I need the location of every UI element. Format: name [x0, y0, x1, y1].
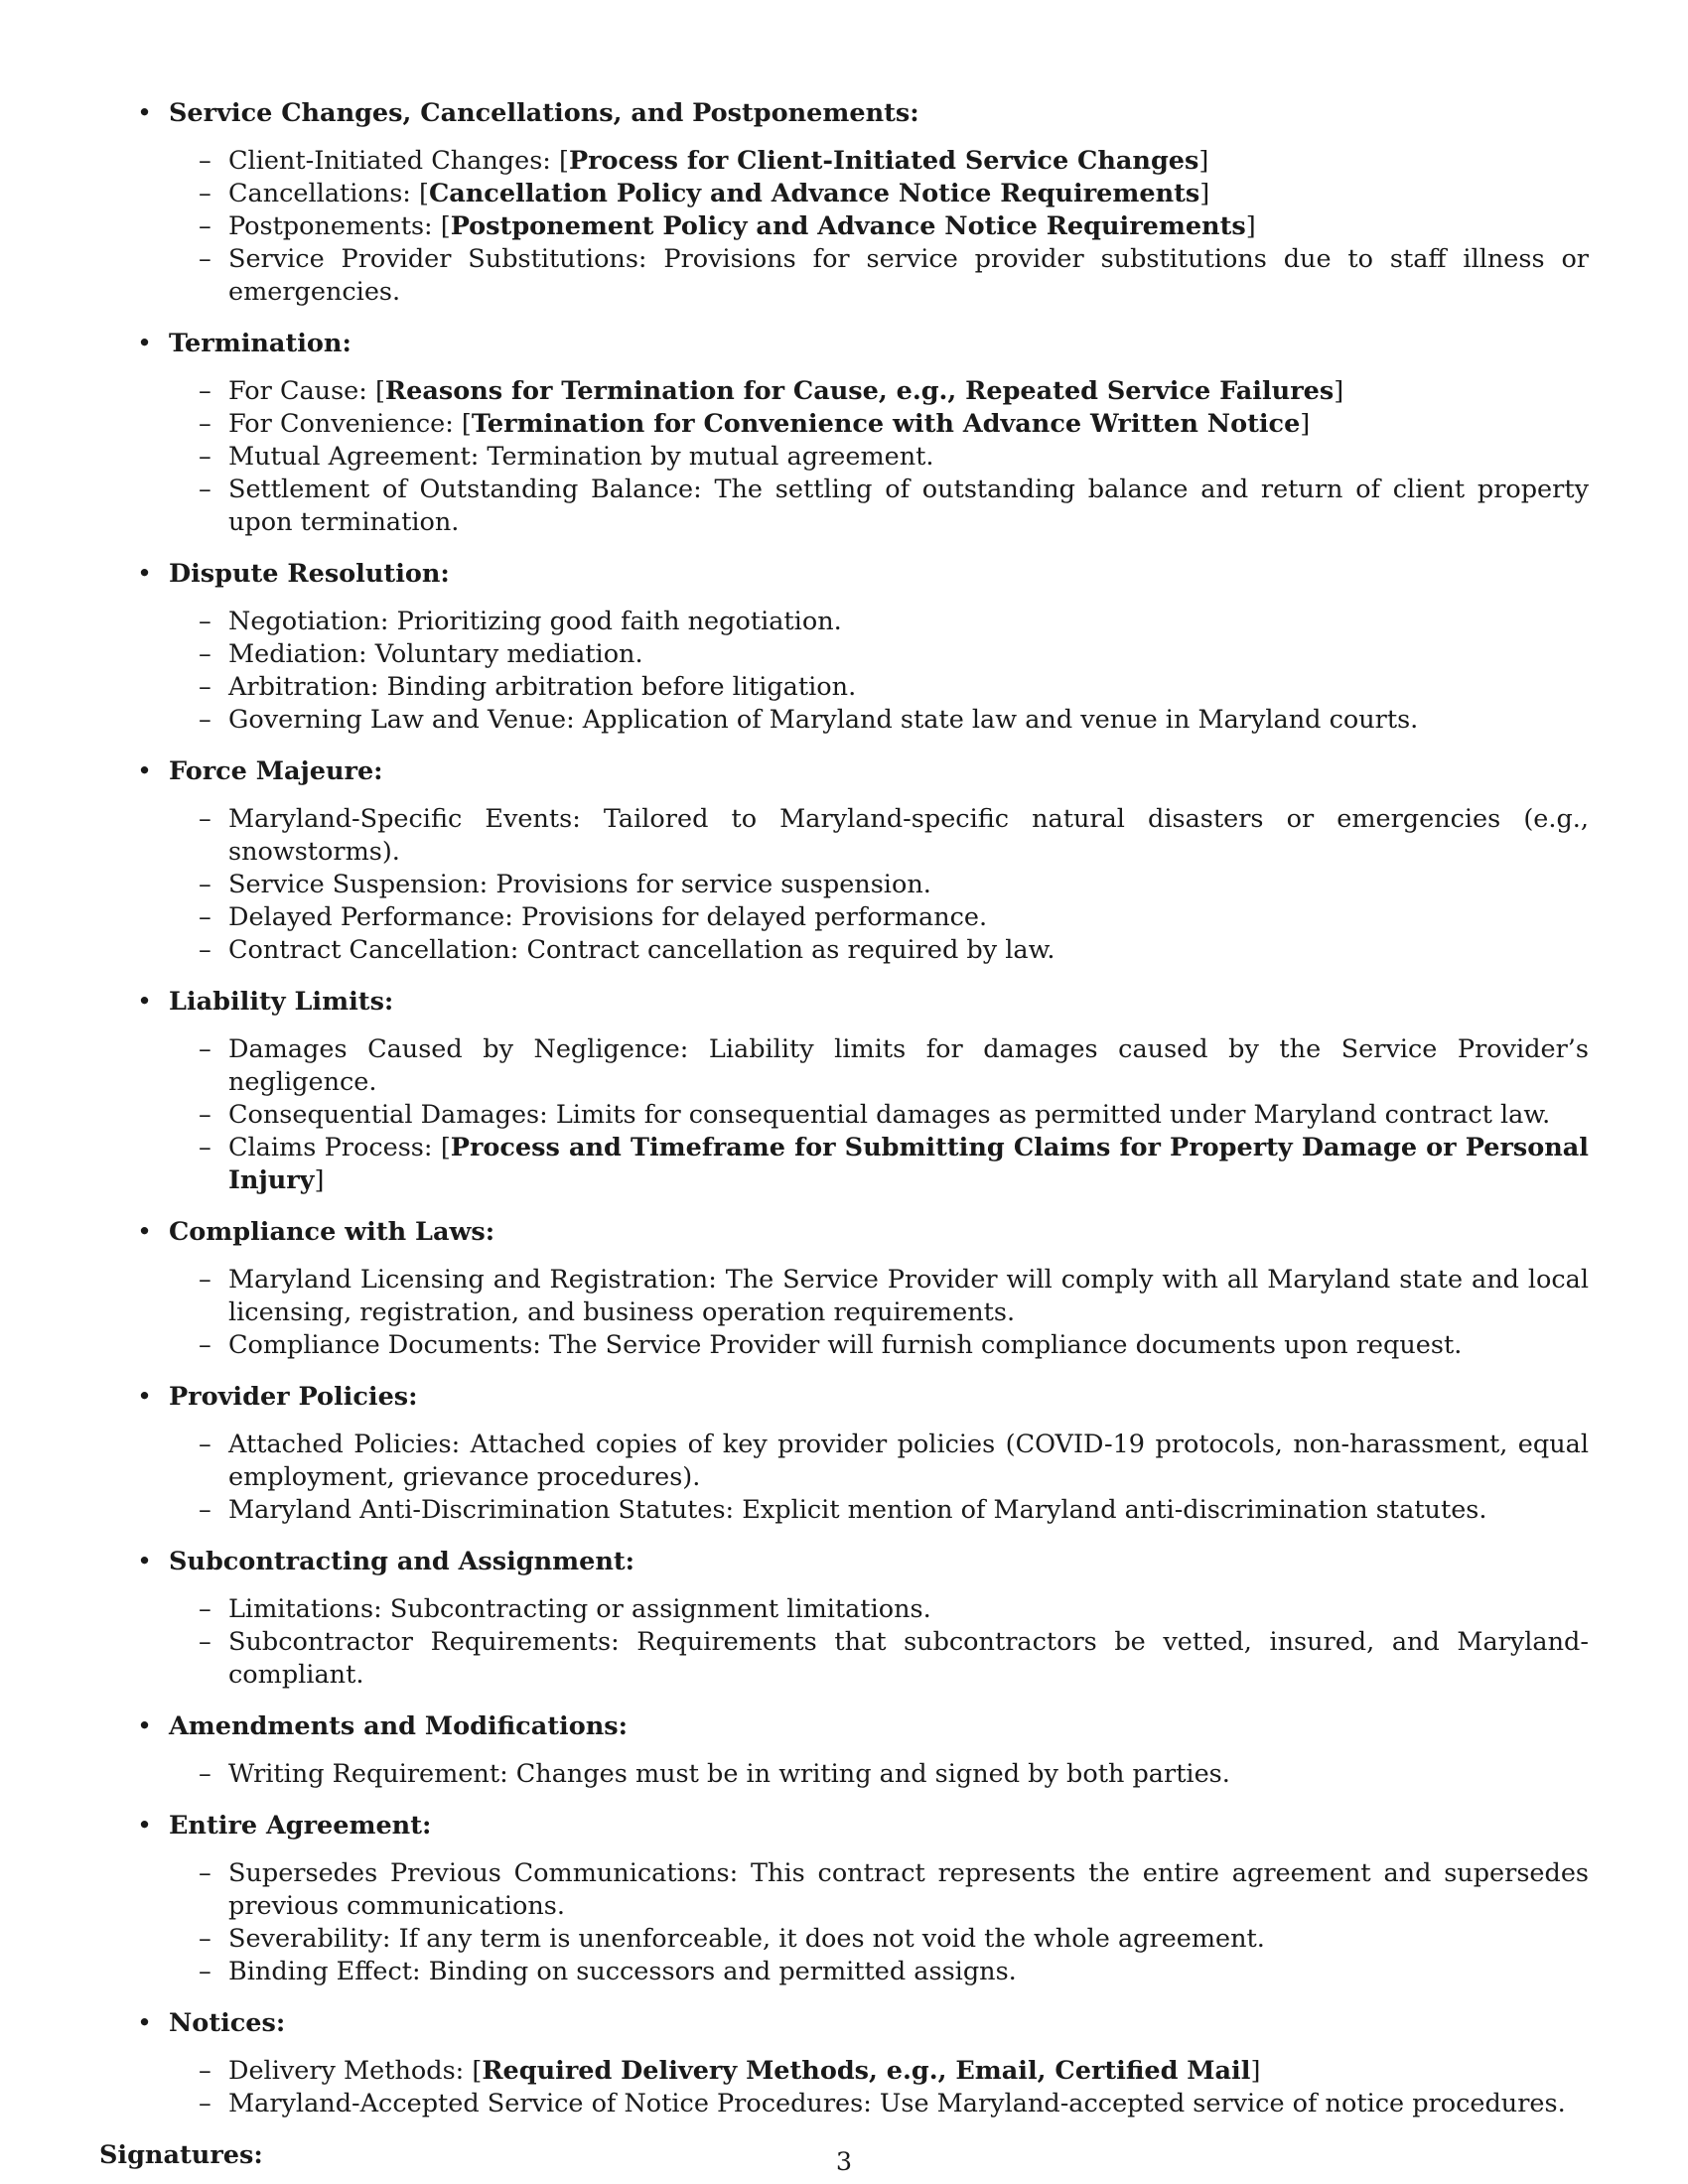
- item-text: Provisions for service suspension.: [495, 870, 931, 899]
- list-item: [199, 638, 1589, 671]
- contract-section: [99, 1216, 1589, 1362]
- section-heading: [99, 1710, 1589, 1743]
- item-label: Service Suspension:: [228, 870, 496, 899]
- dash-icon: –: [199, 409, 211, 439]
- item-text: Liability limits for damages caused by the Service Provider’s negligence.: [228, 1034, 1589, 1097]
- dash-icon: –: [199, 179, 211, 208]
- contract-section: [99, 2007, 1589, 2120]
- section-heading: [99, 755, 1589, 788]
- section-item-list: [99, 375, 1589, 539]
- item-text: If any term is unenforceable, it does not void the whole agreement.: [398, 1924, 1265, 1954]
- dash-icon: –: [199, 442, 211, 472]
- dash-icon: –: [199, 607, 211, 636]
- list-item: [199, 178, 1589, 210]
- item-label: Negotiation:: [228, 607, 397, 636]
- list-item: [199, 1494, 1589, 1527]
- dash-icon: –: [199, 1430, 211, 1459]
- dash-icon: –: [199, 935, 211, 965]
- placeholder-close-bracket: ]: [314, 1165, 325, 1195]
- section-item-list: [99, 803, 1589, 967]
- section-item-list: [99, 1857, 1589, 1988]
- list-item: [199, 606, 1589, 638]
- section-heading-text: Dispute Resolution:: [169, 559, 450, 589]
- placeholder-open-bracket: [: [461, 409, 472, 439]
- bullet-icon: •: [137, 1811, 153, 1841]
- section-heading: [99, 97, 1589, 130]
- item-label: Settlement of Outstanding Balance:: [228, 475, 715, 504]
- list-item: [199, 1956, 1589, 1988]
- item-text: Binding on successors and permitted assigns.: [428, 1957, 1017, 1986]
- dash-icon: –: [199, 475, 211, 504]
- section-heading: [99, 1216, 1589, 1249]
- placeholder-close-bracket: ]: [1199, 179, 1210, 208]
- section-heading-text: Provider Policies:: [169, 1382, 418, 1412]
- list-item: [199, 145, 1589, 178]
- item-label: For Cause:: [228, 376, 375, 406]
- item-label: Subcontractor Requirements:: [228, 1627, 637, 1657]
- item-label: Postponements:: [228, 211, 441, 241]
- dash-icon: –: [199, 1034, 211, 1064]
- item-label: Maryland Anti-Discrimination Statutes:: [228, 1495, 743, 1525]
- dash-icon: –: [199, 705, 211, 735]
- section-heading-text: Liability Limits:: [169, 987, 394, 1017]
- dash-icon: –: [199, 146, 211, 176]
- item-label: Mutual Agreement:: [228, 442, 488, 472]
- section-item-list: [99, 145, 1589, 309]
- item-text: Provisions for delayed performance.: [520, 902, 988, 932]
- dash-icon: –: [199, 1924, 211, 1954]
- dash-icon: –: [199, 1495, 211, 1525]
- contract-section: [99, 328, 1589, 539]
- section-heading-text: Entire Agreement:: [169, 1811, 432, 1841]
- contract-section: [99, 755, 1589, 967]
- bullet-icon: •: [137, 1217, 153, 1247]
- section-item-list: [99, 1033, 1589, 1197]
- list-item: [199, 210, 1589, 243]
- item-label: Limitations:: [228, 1594, 390, 1624]
- item-label: Attached Policies:: [228, 1430, 471, 1459]
- item-label: Governing Law and Venue:: [228, 705, 583, 735]
- dash-icon: –: [199, 902, 211, 932]
- contract-section: [99, 97, 1589, 309]
- list-item: [199, 803, 1590, 869]
- section-heading: [99, 1810, 1589, 1843]
- placeholder-open-bracket: [: [558, 146, 569, 176]
- section-heading-text: Compliance with Laws:: [169, 1217, 495, 1247]
- item-text: The Service Provider will comply with all Maryland state and local licensing, registration, and business operation requirements.: [228, 1265, 1589, 1327]
- list-item: [199, 1857, 1589, 1923]
- list-item: [199, 1923, 1589, 1956]
- placeholder-text: Postponement Policy and Advance Notice Requirements: [450, 211, 1246, 241]
- bullet-icon: •: [137, 98, 153, 128]
- item-label: Supersedes Previous Communications:: [228, 1858, 752, 1888]
- placeholder-close-bracket: ]: [1334, 376, 1344, 406]
- dash-icon: –: [199, 804, 211, 834]
- item-text: Limits for consequential damages as permitted under Maryland contract law.: [555, 1100, 1551, 1130]
- item-text: This contract represents the entire agreement and supersedes previous communications.: [228, 1858, 1589, 1921]
- list-item: [199, 2088, 1589, 2120]
- item-text: The Service Provider will furnish compliance documents upon request.: [549, 1330, 1463, 1360]
- dash-icon: –: [199, 244, 211, 274]
- placeholder-open-bracket: [: [472, 2056, 483, 2086]
- list-item: [199, 1033, 1589, 1099]
- section-heading: [99, 328, 1589, 360]
- list-item: [199, 704, 1589, 737]
- section-item-list: [99, 2055, 1589, 2120]
- dash-icon: –: [199, 672, 211, 702]
- item-label: Maryland Licensing and Registration:: [228, 1265, 726, 1295]
- section-heading-text: Amendments and Modifications:: [169, 1711, 629, 1741]
- placeholder-text: Termination for Convenience with Advance Written Notice: [471, 409, 1301, 439]
- item-text: Requirements that subcontractors be vetted, insured, and Maryland-compliant.: [228, 1627, 1589, 1690]
- section-item-list: [99, 1264, 1589, 1362]
- item-text: Application of Maryland state law and venue in Maryland courts.: [582, 705, 1419, 735]
- placeholder-text: Cancellation Policy and Advance Notice Requirements: [428, 179, 1200, 208]
- bullet-icon: •: [137, 1382, 153, 1412]
- placeholder-close-bracket: ]: [1300, 409, 1311, 439]
- placeholder-text: Reasons for Termination for Cause, e.g., Repeated Service Failures: [384, 376, 1335, 406]
- item-text: The settling of outstanding balance and return of client property upon termination.: [228, 475, 1589, 537]
- item-label: For Convenience:: [228, 409, 462, 439]
- list-item: [199, 474, 1589, 539]
- section-heading: [99, 1381, 1589, 1414]
- dash-icon: –: [199, 1133, 211, 1162]
- list-item: [199, 1593, 1589, 1626]
- bullet-icon: •: [137, 756, 153, 786]
- item-label: Maryland-Specific Events:: [228, 804, 604, 834]
- item-label: Severability:: [228, 1924, 399, 1954]
- list-item: [199, 408, 1589, 441]
- section-item-list: [99, 606, 1589, 737]
- placeholder-close-bracket: ]: [1245, 211, 1256, 241]
- placeholder-text: Process and Timeframe for Submitting Claims for Property Damage or Personal Injury: [228, 1133, 1589, 1195]
- section-heading: [99, 1546, 1589, 1578]
- list-item: [199, 2055, 1589, 2088]
- list-item: [199, 1132, 1589, 1197]
- item-label: Consequential Damages:: [228, 1100, 556, 1130]
- item-text: Provisions for service provider substitutions due to staff illness or emergencies.: [228, 244, 1589, 307]
- list-item: [199, 1329, 1589, 1362]
- bullet-icon: •: [137, 1547, 153, 1576]
- placeholder-open-bracket: [: [419, 179, 429, 208]
- contract-section: [99, 986, 1589, 1197]
- item-text: Explicit mention of Maryland anti-discrimination statutes.: [742, 1495, 1487, 1525]
- signatures-heading: Signatures:: [99, 2140, 263, 2170]
- section-heading-text: Termination:: [169, 329, 352, 358]
- item-text: Tailored to Maryland-specific natural disasters or emergencies (e.g., snowstorms).: [228, 804, 1590, 867]
- page-number: 3: [835, 2147, 853, 2177]
- dash-icon: –: [199, 1957, 211, 1986]
- dash-icon: –: [199, 1858, 211, 1888]
- placeholder-open-bracket: [: [440, 1133, 451, 1162]
- item-text: Binding arbitration before litigation.: [386, 672, 857, 702]
- contract-section: [99, 1710, 1589, 1791]
- list-item: [199, 901, 1589, 934]
- document-body: [99, 97, 1589, 2172]
- list-item: [199, 1758, 1589, 1791]
- item-text: Attached copies of key provider policies (COVID-19 protocols, non-harassment, equal employment, grievance procedures).: [228, 1430, 1589, 1492]
- item-label: Compliance Documents:: [228, 1330, 550, 1360]
- bullet-icon: •: [137, 559, 153, 589]
- list-item: [199, 869, 1589, 901]
- list-item: [199, 934, 1589, 967]
- dash-icon: –: [199, 2056, 211, 2086]
- section-heading-text: Force Majeure:: [169, 756, 383, 786]
- item-text: Contract cancellation as required by law.: [526, 935, 1055, 965]
- dash-icon: –: [199, 376, 211, 406]
- item-label: Maryland-Accepted Service of Notice Procedures:: [228, 2089, 880, 2118]
- placeholder-close-bracket: ]: [1250, 2056, 1261, 2086]
- dash-icon: –: [199, 1594, 211, 1624]
- bullet-icon: •: [137, 987, 153, 1017]
- item-label: Contract Cancellation:: [228, 935, 527, 965]
- bullet-icon: •: [137, 329, 153, 358]
- placeholder-open-bracket: [: [374, 376, 385, 406]
- placeholder-open-bracket: [: [440, 211, 451, 241]
- section-item-list: [99, 1758, 1589, 1791]
- list-item: [199, 441, 1589, 474]
- item-text: Termination by mutual agreement.: [487, 442, 934, 472]
- contract-section: [99, 558, 1589, 737]
- dash-icon: –: [199, 639, 211, 669]
- list-item: [199, 243, 1589, 309]
- list-item: [199, 671, 1589, 704]
- bullet-icon: •: [137, 1711, 153, 1741]
- item-label: Delayed Performance:: [228, 902, 521, 932]
- list-item: [199, 375, 1589, 408]
- item-label: Delivery Methods:: [228, 2056, 473, 2086]
- section-heading-text: Notices:: [169, 2008, 286, 2038]
- dash-icon: –: [199, 1627, 211, 1657]
- dash-icon: –: [199, 2089, 211, 2118]
- section-item-list: [99, 1429, 1589, 1527]
- contract-section: [99, 1546, 1589, 1692]
- item-label: Client-Initiated Changes:: [228, 146, 559, 176]
- item-label: Binding Effect:: [228, 1957, 429, 1986]
- section-heading-text: Service Changes, Cancellations, and Postponements:: [169, 98, 919, 128]
- dash-icon: –: [199, 211, 211, 241]
- contract-section: [99, 1381, 1589, 1527]
- dash-icon: –: [199, 1330, 211, 1360]
- section-heading-text: Subcontracting and Assignment:: [169, 1547, 635, 1576]
- dash-icon: –: [199, 1100, 211, 1130]
- list-item: [199, 1099, 1589, 1132]
- item-label: Mediation:: [228, 639, 375, 669]
- section-heading: [99, 2007, 1589, 2040]
- placeholder-close-bracket: ]: [1198, 146, 1209, 176]
- section-heading: [99, 986, 1589, 1019]
- placeholder-text: Required Delivery Methods, e.g., Email, Certified Mail: [482, 2056, 1251, 2086]
- dash-icon: –: [199, 1265, 211, 1295]
- dash-icon: –: [199, 1759, 211, 1789]
- list-item: [199, 1626, 1589, 1692]
- dash-icon: –: [199, 870, 211, 899]
- item-text: Subcontracting or assignment limitations.: [389, 1594, 931, 1624]
- item-label: Damages Caused by Negligence:: [228, 1034, 709, 1064]
- item-label: Claims Process:: [228, 1133, 441, 1162]
- placeholder-text: Process for Client-Initiated Service Changes: [568, 146, 1199, 176]
- item-label: Cancellations:: [228, 179, 419, 208]
- section-item-list: [99, 1593, 1589, 1692]
- item-label: Writing Requirement:: [228, 1759, 516, 1789]
- item-label: Arbitration:: [228, 672, 387, 702]
- list-item: [199, 1264, 1589, 1329]
- item-text: Prioritizing good faith negotiation.: [396, 607, 842, 636]
- bullet-icon: •: [137, 2008, 153, 2038]
- section-heading: [99, 558, 1589, 591]
- list-item: [199, 1429, 1589, 1494]
- item-text: Changes must be in writing and signed by both parties.: [515, 1759, 1230, 1789]
- item-text: Use Maryland-accepted service of notice procedures.: [879, 2089, 1566, 2118]
- item-text: Voluntary mediation.: [374, 639, 643, 669]
- item-label: Service Provider Substitutions:: [228, 244, 664, 274]
- contract-section: [99, 1810, 1589, 1988]
